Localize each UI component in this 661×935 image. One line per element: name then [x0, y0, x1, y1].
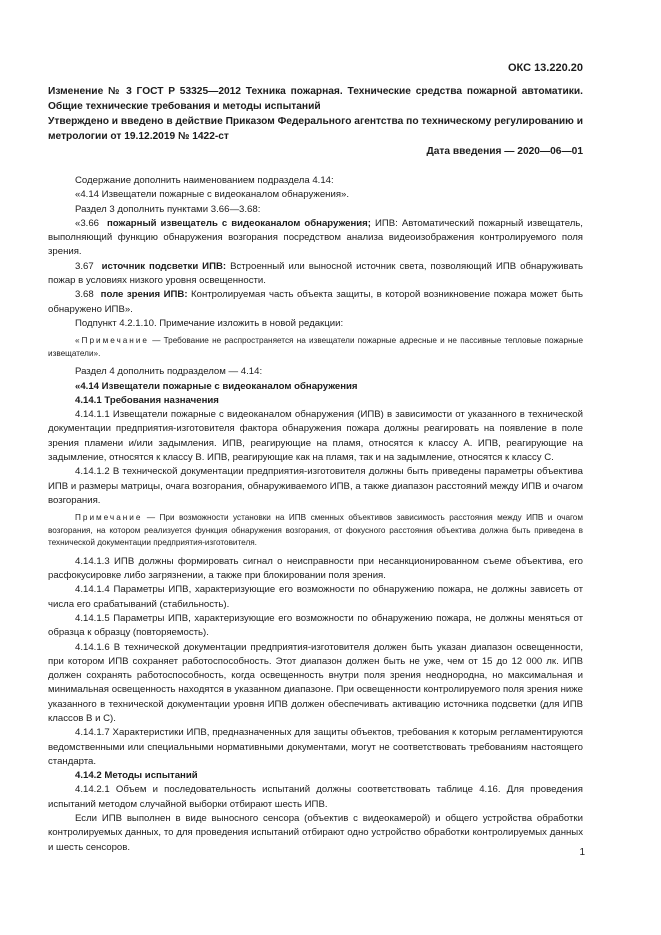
- approval-statement: Утверждено и введено в действие Приказом Федерального агентства по техническому регулированию и метрологии от 19.12.2019 № 1422-ст: [48, 116, 583, 142]
- note: [48, 335, 583, 360]
- term-number: «3.66: [75, 217, 100, 229]
- paragraph: Если ИПВ выполнен в виде выносного сенсора (объектив с видеокамерой) и общего устройства обработки контролируемых данных, то для проведения испытаний отбирают одно устройство обработки контролируемых данных и шесть сенсоров.: [48, 813, 583, 853]
- paragraph: 4.14.1.3 ИПВ должны формировать сигнал о неисправности при несанкционированном съеме объектива, его расфокусировке либо загрязнении, а также при блокировании поля зрения.: [48, 555, 583, 582]
- paragraph: 4.14.1.1 Извещатели пожарные с видеоканалом обнаружения (ИПВ) в зависимости от указанного в технической документации предприятия-изготовителя фактора обнаружения пожара должны реагировать на появление в поле зрения пламени и/или задымления. ИПВ, реагирующие на пламя, относятся к классу А. ИПВ, реагирующие на задымление, относятся к классу В. ИПВ, реагирующие как на пламя, так и на задымление, относятся к классу С.: [48, 409, 583, 464]
- definition-3-67: [48, 260, 583, 289]
- paragraph: 4.14.1.5 Параметры ИПВ, характеризующие его возможности по обнаружению пожара, не должны меняться от образца к образцу (повторяемость).: [48, 612, 583, 639]
- paragraph: Содержание дополнить наименованием подраздела 4.14:: [75, 175, 334, 186]
- note-label: «Примечание: [75, 336, 149, 346]
- term-definition: Встроенный или выносной источник света, позволяющий ИПВ обнаруживать пожар в условиях низкого уровня освещенности.: [48, 260, 583, 287]
- effective-date: Дата введения — 2020—06—01: [426, 146, 583, 157]
- note-text: — При возможности установки на ИПВ сменных объективов зависимость расстояния между ИПВ и очагом возгорания, на котором реализуется функция обнаружения возгорания, от фокусного расстояния объектива должна быть приведена в технической документации предприятия-изготовителя.: [48, 513, 583, 548]
- note: [48, 512, 583, 550]
- term-name: пожарный извещатель с видеоканалом обнаружения;: [107, 217, 371, 229]
- term-definition: Контролируемая часть объекта защиты, в которой возникновение пожара может быть обнаружено ИПВ».: [48, 289, 583, 315]
- oks-code: ОКС 13.220.20: [507, 62, 583, 74]
- document-body: [48, 174, 583, 855]
- paragraph: 4.14.1.7 Характеристики ИПВ, предназначенных для защиты объектов, требования к которым регламентируются ведомственными или специальными нормативными документами, могут не соответствовать требованиям настоящего стандарта.: [48, 727, 583, 767]
- note-text: — Требование не распространяется на извещатели пожарные адресные и не пассивные тепловые пожарные извещатели».: [48, 336, 583, 358]
- paragraph: 4.14.1.4 Параметры ИПВ, характеризующие его возможности по обнаружению пожара, не должны зависеть от числа его срабатываний (стабильность).: [48, 584, 583, 610]
- paragraph: 4.14.1.6 В технической документации предприятия-изготовителя должен быть указан диапазон освещенности, при котором ИПВ сохраняет работоспособность. Этот диапазон должен быть не уже, чем от 15 до 12 000 лк. ИПВ должен сохранять работоспособность, когда освещенность внутри поля зрения неоднородна, но максимальная и минимальная освещенность находятся в указанном диапазоне. При освещенности контролируемого поля зрения ниже указанного в технической документации уровня ИПВ должен обеспечивать активацию источника подсветки (для ИПВ классов В и С).: [48, 641, 583, 724]
- subsection-heading: 4.14.1 Требования назначения: [75, 394, 219, 406]
- page-number: 1: [579, 847, 585, 858]
- section-heading: «4.14 Извещатели пожарные с видеоканалом обнаружения: [75, 380, 358, 392]
- definition-3-66: [48, 217, 583, 260]
- paragraph: 4.14.2.1 Объем и последовательность испытаний должны соответствовать таблице 4.16. Для проведения испытаний методом случайной выборки отбирают шесть ИПВ.: [48, 784, 583, 810]
- subsection-heading: 4.14.2 Методы испытаний: [75, 770, 198, 782]
- paragraph: Раздел 3 дополнить пунктами 3.66—3.68:: [75, 203, 261, 215]
- term-definition: ИПВ: Автоматический пожарный извещатель, выполняющий функцию обнаружения возгорания посредством анализа видеоизображения контролируемого поля зрения.: [48, 217, 583, 258]
- paragraph: Раздел 4 дополнить подразделом — 4.14:: [75, 366, 263, 378]
- term-number: 3.67: [75, 260, 94, 272]
- term-name: источник подсветки ИПВ:: [101, 260, 227, 272]
- paragraph: «4.14 Извещатели пожарные с видеоканалом обнаружения».: [75, 189, 350, 201]
- term-number: 3.68: [75, 289, 94, 301]
- amendment-title: Изменение № 3 ГОСТ Р 53325—2012 Техника пожарная. Технические средства пожарной автоматики. Общие технические требования и методы испытаний: [48, 86, 583, 112]
- paragraph: 4.14.1.2 В технической документации предприятия-изготовителя должны быть приведены параметры объектива ИПВ и размеры матрицы, очага возгорания, обнаруживаемого ИПВ, а также диапазон расстояний между ИПВ и очагом возгорания.: [48, 466, 583, 506]
- definition-3-68: [48, 288, 583, 317]
- paragraph: Подпункт 4.2.1.10. Примечание изложить в новой редакции:: [75, 317, 344, 329]
- term-name: поле зрения ИПВ:: [100, 289, 188, 301]
- note-label: Примечание: [75, 513, 143, 523]
